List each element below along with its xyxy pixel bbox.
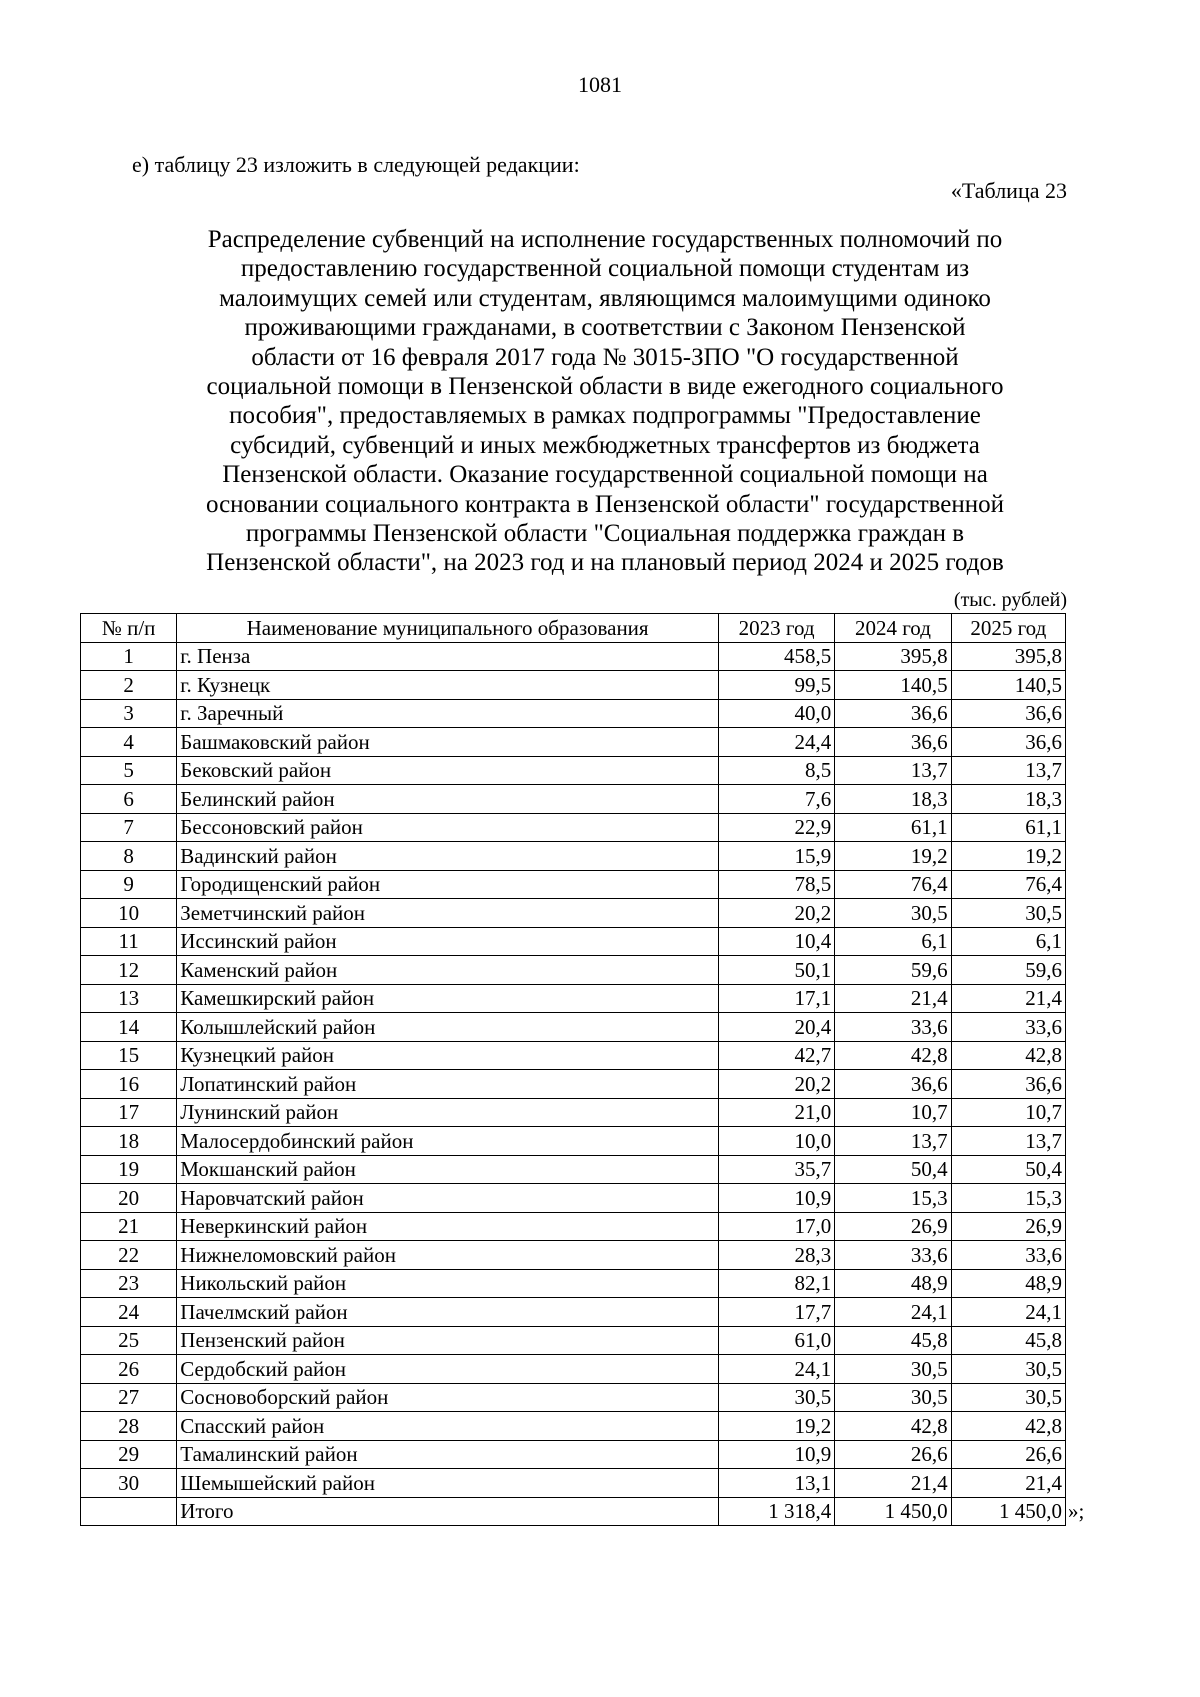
municipality-name: Бековский район — [177, 756, 719, 785]
row-number: 12 — [81, 956, 177, 985]
table-row — [81, 699, 1066, 728]
value-2025: 18,3 — [951, 785, 1065, 814]
title-line: Пензенской области", на 2023 год и на плановый период 2024 и 2025 годов — [206, 549, 1004, 577]
table-row — [81, 671, 1066, 700]
value-2025: 36,6 — [951, 728, 1065, 757]
title-line: основании социального контракта в Пензенской области" государственной — [205, 490, 1005, 518]
value-2024: 21,4 — [835, 984, 951, 1013]
row-number: 22 — [81, 1241, 177, 1270]
value-2024: 6,1 — [835, 927, 951, 956]
value-2024: 76,4 — [835, 870, 951, 899]
municipality-name: Нижнеломовский район — [177, 1241, 719, 1270]
municipality-name: Сосновоборский район — [177, 1383, 719, 1412]
value-2023: 15,9 — [718, 842, 834, 871]
value-2024: 24,1 — [835, 1298, 951, 1327]
municipality-name: г. Заречный — [177, 699, 719, 728]
municipality-name: Вадинский район — [177, 842, 719, 871]
value-2023: 99,5 — [718, 671, 834, 700]
table-row — [81, 842, 1066, 871]
value-2023: 10,9 — [718, 1184, 834, 1213]
value-2024: 42,8 — [835, 1412, 951, 1441]
value-2023: 30,5 — [718, 1383, 834, 1412]
value-2024: 19,2 — [835, 842, 951, 871]
municipality-name: Каменский район — [177, 956, 719, 985]
value-2023: 20,2 — [718, 1070, 834, 1099]
title-line: области от 16 февраля 2017 года № 3015-ЗПО "О государственной — [251, 343, 959, 371]
value-2023: 78,5 — [718, 870, 834, 899]
table-reference: «Таблица 23 — [950, 178, 1067, 203]
document-title — [130, 225, 1080, 578]
table-row — [81, 927, 1066, 956]
value-2024: 36,6 — [835, 728, 951, 757]
table-row — [81, 1098, 1066, 1127]
value-2024: 48,9 — [835, 1269, 951, 1298]
table-row — [81, 1013, 1066, 1042]
value-2025: 33,6 — [951, 1013, 1065, 1042]
row-number: 23 — [81, 1269, 177, 1298]
value-2024: 10,7 — [835, 1098, 951, 1127]
value-2023: 10,9 — [718, 1440, 834, 1469]
table-row — [81, 1412, 1066, 1441]
value-2025: 15,3 — [951, 1184, 1065, 1213]
value-2025: 26,6 — [951, 1440, 1065, 1469]
row-number: 7 — [81, 813, 177, 842]
title-line: Пензенской области. Оказание государственной социальной помощи на — [222, 461, 988, 489]
value-2025: 50,4 — [951, 1155, 1065, 1184]
municipality-name: Шемышейский район — [177, 1469, 719, 1498]
table-row — [81, 785, 1066, 814]
value-2024: 33,6 — [835, 1013, 951, 1042]
value-2025: 42,8 — [951, 1041, 1065, 1070]
title-line: проживающими гражданами, в соответствии с Законом Пензенской — [244, 314, 966, 342]
municipality-name: Пачелмский район — [177, 1298, 719, 1327]
municipality-name: Городищенский район — [177, 870, 719, 899]
row-number: 24 — [81, 1298, 177, 1327]
value-2023: 7,6 — [718, 785, 834, 814]
municipality-name: Кузнецкий район — [177, 1041, 719, 1070]
value-2023: 40,0 — [718, 699, 834, 728]
table-row — [81, 1269, 1066, 1298]
value-2024: 36,6 — [835, 699, 951, 728]
row-number: 13 — [81, 984, 177, 1013]
row-number: 25 — [81, 1326, 177, 1355]
value-2024: 30,5 — [835, 1355, 951, 1384]
header-2024: 2024 год — [835, 614, 951, 643]
value-2023: 10,0 — [718, 1127, 834, 1156]
table-row — [81, 1041, 1066, 1070]
value-2024: 30,5 — [835, 1383, 951, 1412]
value-2024: 30,5 — [835, 899, 951, 928]
units-label: (тыс. рублей) — [953, 589, 1067, 611]
municipality-name: Сердобский район — [177, 1355, 719, 1384]
value-2023: 24,1 — [718, 1355, 834, 1384]
row-number: 1 — [81, 642, 177, 671]
table-row — [81, 1127, 1066, 1156]
value-2024: 50,4 — [835, 1155, 951, 1184]
row-number: 3 — [81, 699, 177, 728]
table-row — [81, 1212, 1066, 1241]
value-2025: 33,6 — [951, 1241, 1065, 1270]
value-2023: 17,7 — [718, 1298, 834, 1327]
intro-text: е) таблицу 23 изложить в следующей редакции: — [132, 152, 580, 177]
municipality-name: Мокшанский район — [177, 1155, 719, 1184]
row-number: 6 — [81, 785, 177, 814]
value-2025: 24,1 — [951, 1298, 1065, 1327]
title-line: пособия", предоставляемых в рамках подпрограммы "Предоставление — [229, 402, 981, 430]
value-2025: 36,6 — [951, 1070, 1065, 1099]
value-2025: 45,8 — [951, 1326, 1065, 1355]
row-number: 19 — [81, 1155, 177, 1184]
value-2025: 140,5 — [951, 671, 1065, 700]
value-2023: 458,5 — [718, 642, 834, 671]
municipality-name: Башмаковский район — [177, 728, 719, 757]
value-2023: 42,7 — [718, 1041, 834, 1070]
row-number: 5 — [81, 756, 177, 785]
value-2024: 395,8 — [835, 642, 951, 671]
value-2025: 26,9 — [951, 1212, 1065, 1241]
row-number: 20 — [81, 1184, 177, 1213]
title-line: предоставлению государственной социальной помощи студентам из — [240, 255, 970, 283]
value-2024: 26,6 — [835, 1440, 951, 1469]
municipality-name: Белинский район — [177, 785, 719, 814]
header-number: № п/п — [81, 614, 177, 643]
municipality-name: Бессоновский район — [177, 813, 719, 842]
title-line: Распределение субвенций на исполнение государственных полномочий по — [207, 226, 1003, 253]
value-2025: 76,4 — [951, 870, 1065, 899]
row-number: 16 — [81, 1070, 177, 1099]
total-2025-cell — [951, 1497, 1085, 1526]
table-row — [81, 813, 1066, 842]
row-number: 10 — [81, 899, 177, 928]
table-row — [81, 1383, 1066, 1412]
value-2025: 61,1 — [951, 813, 1065, 842]
municipality-name: Пензенский район — [177, 1326, 719, 1355]
municipality-name: Никольский район — [177, 1269, 719, 1298]
table-row — [81, 956, 1066, 985]
value-2025: 30,5 — [951, 1355, 1065, 1384]
value-2023: 21,0 — [718, 1098, 834, 1127]
row-number: 14 — [81, 1013, 177, 1042]
value-2023: 24,4 — [718, 728, 834, 757]
value-2024: 140,5 — [835, 671, 951, 700]
value-2024: 26,9 — [835, 1212, 951, 1241]
value-2025: 21,4 — [951, 1469, 1065, 1498]
value-2024: 21,4 — [835, 1469, 951, 1498]
table-row — [81, 1184, 1066, 1213]
municipality-name: г. Кузнецк — [177, 671, 719, 700]
municipality-name: Наровчатский район — [177, 1184, 719, 1213]
title-line: программы Пензенской области "Социальная поддержка граждан в — [245, 520, 965, 548]
row-number: 2 — [81, 671, 177, 700]
value-2025: 10,7 — [951, 1098, 1065, 1127]
value-2023: 10,4 — [718, 927, 834, 956]
row-number: 18 — [81, 1127, 177, 1156]
row-number: 21 — [81, 1212, 177, 1241]
value-2025: 42,8 — [951, 1412, 1065, 1441]
row-number: 26 — [81, 1355, 177, 1384]
value-2023: 8,5 — [718, 756, 834, 785]
title-line: социальной помощи в Пензенской области в виде ежегодного социального — [206, 373, 1004, 401]
table-row — [81, 728, 1066, 757]
value-2023: 50,1 — [718, 956, 834, 985]
table-row — [81, 756, 1066, 785]
row-number: 15 — [81, 1041, 177, 1070]
value-2024: 61,1 — [835, 813, 951, 842]
total-2024: 1 450,0 — [835, 1497, 951, 1526]
total-row — [81, 1497, 1066, 1526]
value-2023: 61,0 — [718, 1326, 834, 1355]
row-number: 30 — [81, 1469, 177, 1498]
value-2025: 19,2 — [951, 842, 1065, 871]
header-2023: 2023 год — [718, 614, 834, 643]
municipality-name: Лунинский район — [177, 1098, 719, 1127]
table-row — [81, 870, 1066, 899]
closing-quote-mark: »; — [1068, 1498, 1085, 1523]
municipality-name: Спасский район — [177, 1412, 719, 1441]
value-2023: 19,2 — [718, 1412, 834, 1441]
row-number: 28 — [81, 1412, 177, 1441]
value-2023: 17,0 — [718, 1212, 834, 1241]
header-municipality: Наименование муниципального образования — [177, 614, 719, 643]
value-2025: 21,4 — [951, 984, 1065, 1013]
municipality-name: Камешкирский район — [177, 984, 719, 1013]
title-line: субсидий, субвенций и иных межбюджетных трансфертов из бюджета — [230, 431, 980, 459]
table-row — [81, 899, 1066, 928]
row-number: 8 — [81, 842, 177, 871]
value-2024: 42,8 — [835, 1041, 951, 1070]
row-number: 27 — [81, 1383, 177, 1412]
title-line: малоимущих семей или студентам, являющимся малоимущими одиноко — [219, 284, 991, 312]
row-number: 4 — [81, 728, 177, 757]
value-2025: 13,7 — [951, 1127, 1065, 1156]
header-2025: 2025 год — [951, 614, 1065, 643]
row-number: 17 — [81, 1098, 177, 1127]
value-2024: 45,8 — [835, 1326, 951, 1355]
table-row — [81, 1155, 1066, 1184]
value-2024: 18,3 — [835, 785, 951, 814]
row-number: 9 — [81, 870, 177, 899]
value-2024: 15,3 — [835, 1184, 951, 1213]
municipality-name: Земетчинский район — [177, 899, 719, 928]
row-number: 29 — [81, 1440, 177, 1469]
total-2023: 1 318,4 — [718, 1497, 834, 1526]
value-2024: 13,7 — [835, 756, 951, 785]
value-2023: 13,1 — [718, 1469, 834, 1498]
table-row — [81, 642, 1066, 671]
value-2023: 17,1 — [718, 984, 834, 1013]
municipality-name: Лопатинский район — [177, 1070, 719, 1099]
municipality-name: Малосердобинский район — [177, 1127, 719, 1156]
subvention-table — [80, 613, 1085, 1526]
value-2023: 20,4 — [718, 1013, 834, 1042]
value-2024: 13,7 — [835, 1127, 951, 1156]
municipality-name: Иссинский район — [177, 927, 719, 956]
value-2025: 6,1 — [951, 927, 1065, 956]
municipality-name: Неверкинский район — [177, 1212, 719, 1241]
table-row — [81, 1440, 1066, 1469]
table-row — [81, 1298, 1066, 1327]
table-row — [81, 1469, 1066, 1498]
table-row — [81, 1241, 1066, 1270]
value-2025: 30,5 — [951, 1383, 1065, 1412]
table-row — [81, 1070, 1066, 1099]
value-2024: 33,6 — [835, 1241, 951, 1270]
page-number: 1081 — [578, 72, 622, 97]
table-row — [81, 984, 1066, 1013]
municipality-name: г. Пенза — [177, 642, 719, 671]
row-number: 11 — [81, 927, 177, 956]
value-2023: 20,2 — [718, 899, 834, 928]
total-number-cell — [81, 1497, 177, 1526]
table-row — [81, 1355, 1066, 1384]
value-2025: 48,9 — [951, 1269, 1065, 1298]
municipality-name: Тамалинский район — [177, 1440, 719, 1469]
value-2023: 82,1 — [718, 1269, 834, 1298]
value-2024: 59,6 — [835, 956, 951, 985]
value-2025: 30,5 — [951, 899, 1065, 928]
municipality-name: Колышлейский район — [177, 1013, 719, 1042]
value-2025: 36,6 — [951, 699, 1065, 728]
table-header-row — [81, 614, 1066, 643]
total-2025: 1 450,0 — [999, 1499, 1062, 1524]
value-2023: 28,3 — [718, 1241, 834, 1270]
table-body — [81, 642, 1066, 1497]
table-row — [81, 1326, 1066, 1355]
value-2024: 36,6 — [835, 1070, 951, 1099]
value-2025: 59,6 — [951, 956, 1065, 985]
value-2025: 13,7 — [951, 756, 1065, 785]
value-2023: 22,9 — [718, 813, 834, 842]
value-2023: 35,7 — [718, 1155, 834, 1184]
value-2025: 395,8 — [951, 642, 1065, 671]
total-label: Итого — [177, 1497, 719, 1526]
